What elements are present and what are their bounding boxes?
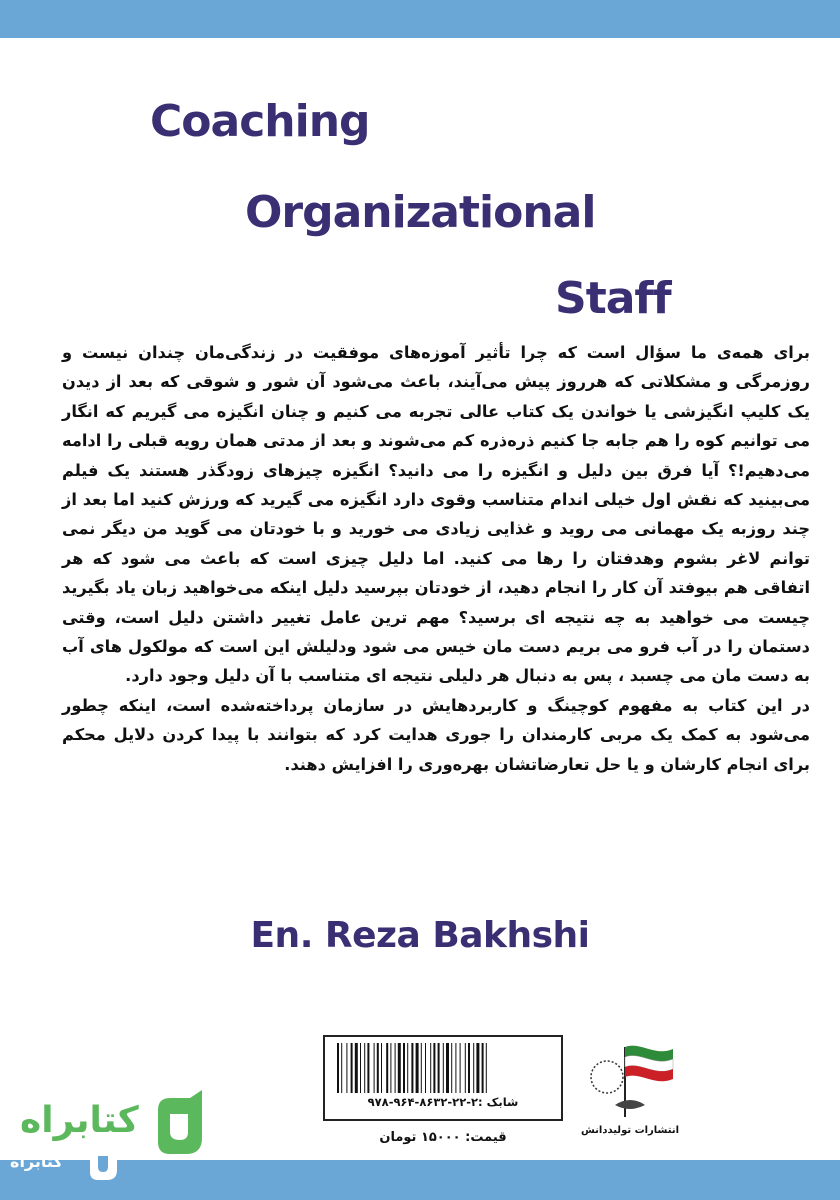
title-line-1: Coaching — [150, 96, 370, 147]
watermark-small-text: کتابراه — [10, 1152, 63, 1171]
blurb-paragraph-1: برای همه‌ی ما سؤال است که چرا تأثیر آموزه‌های موفقیت در زندگی‌مان چندان نیست و روزمرگی و مشکلاتی که هرروز پیش می‌آیند، باعث می‌شود آن شور و شوقی که بعد از دیدن یک کلیپ انگیزشی یا خواندن یک کتاب عالی تجربه می کنیم و چنان انگیزه می گیریم که انگار می توانیم کوه را هم جابه جا کنیم ذره‌ذره کم می‌شوند و بعد از مدتی همان رویه قبلی را ادامه می‌دهیم!؟ آیا فرق بین دلیل و انگیزه را می دانید؟ انگیزه چیزهای زودگذر هستند یک فیلم می‌بینید که نقش اول خیلی اندام متناسب وقوی دارد انگیزه می گیرید که ورزش کنید اما بعد از چند روزبه یک مهمانی می روید و غذایی زیادی می خورید و با خودتان می گوید من دیگر نمی توانم لاغر بشوم وهدفتان را رها می کنید. اما دلیل چیزی است که باعث می شود که هر اتفاقی هم بیوفتد آن کار را انجام دهید، از خودتان بپرسید دلیل اینکه می‌خواهید زبان یاد بگیرید چیست می خواهید به چه نتیجه ای برسید؟ مهم ترین عامل تغییر داشتن دلیل است، وقتی دستمان را در آب فرو می بریم دست مان خیس می شود ودلیلش این است که مولکول های آب به دست مان می چسبد ، پس به دنبال هر دلیلی نتیجه ای متناسب با آن دلیل وجود دارد. — [62, 343, 810, 686]
title-line-3: Staff — [555, 273, 671, 324]
ketabrah-small-logo-icon — [86, 1140, 120, 1184]
price-label: قیمت: ۱۵۰۰۰ تومان — [379, 1130, 507, 1145]
title-line-2: Organizational — [245, 187, 596, 238]
publisher-flag-logo-icon — [585, 1035, 675, 1125]
top-blue-band — [0, 0, 840, 38]
barcode — [323, 1035, 563, 1121]
ketabrah-leaf-logo-icon — [150, 1088, 208, 1160]
watermark-text: کتابراه — [20, 1100, 139, 1141]
bottom-blue-band — [0, 1160, 840, 1200]
author-name: En. Reza Bakhshi — [250, 915, 590, 956]
barcode-bars-icon — [337, 1043, 551, 1093]
blurb-paragraph-2: در این کتاب به مفهوم کوچینگ و کاربردهایش در سازمان پرداخته‌شده است، اینکه چطور می‌شود به کمک یک مربی کارمندان را جوری هدایت کرد که بتوانند با پیدا کردن دلایل محکم برای انجام کارشان و یا حل تعارضاتشان بهره‌وری را افزایش دهند. — [62, 695, 810, 774]
publisher-name: انتشارات تولیددانش — [581, 1125, 679, 1136]
isbn-label: شابک :۲-۲۲-۸۶۳۲-۹۶۴-۹۷۸ — [367, 1095, 519, 1109]
blurb-text — [62, 338, 810, 779]
